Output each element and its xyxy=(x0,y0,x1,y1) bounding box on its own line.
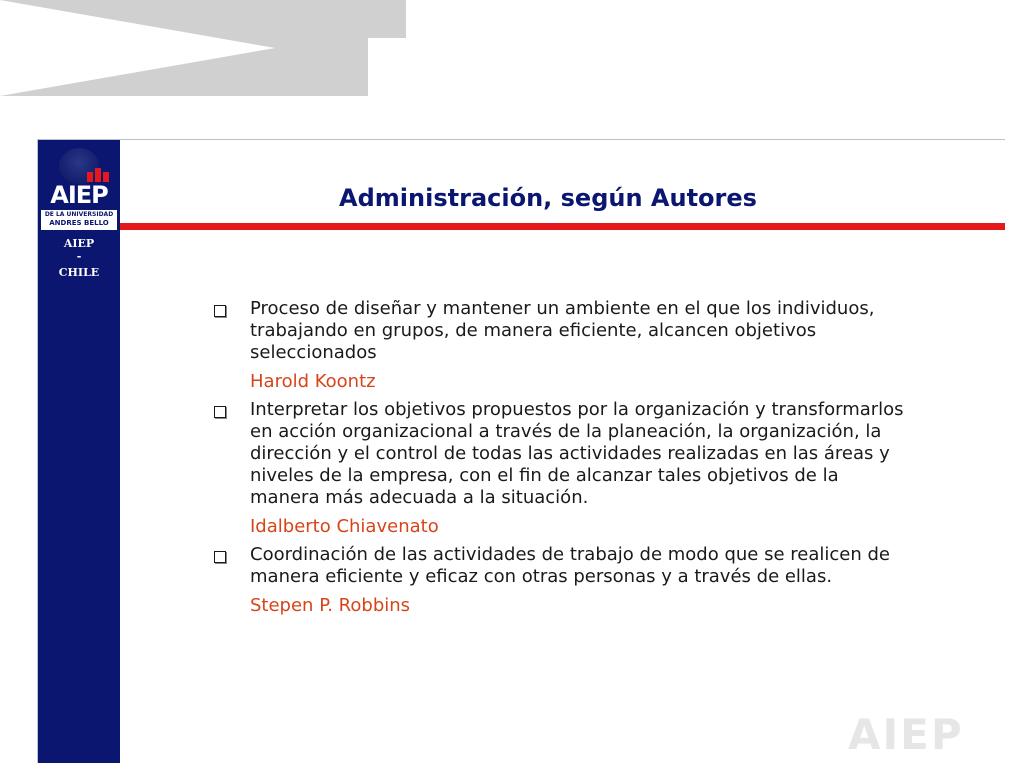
watermark-logo: AIEP xyxy=(848,710,964,759)
bullet-item xyxy=(211,399,911,538)
slide-title: Administración, según Autores xyxy=(339,184,757,212)
sidebar-label-chile: CHILE xyxy=(58,266,100,279)
definition-author: Harold Koontz xyxy=(250,371,376,392)
square-bullet-icon xyxy=(214,406,226,418)
bullet-list xyxy=(211,298,911,623)
definition-text: Coordinación de las actividades de trabajo de modo que se realicen de manera eficiente y eficaz con otras personas y a través de ellas. xyxy=(250,544,890,587)
bullet-item xyxy=(211,544,911,617)
definition-author: Idalberto Chiavenato xyxy=(250,516,439,537)
definition-author: Stepen P. Robbins xyxy=(250,595,411,616)
arrow-decoration-icon xyxy=(0,0,406,98)
logo-subline-1: DE LA UNIVERSIDAD xyxy=(44,211,114,218)
square-bullet-icon xyxy=(214,305,226,317)
sidebar-label-aiep: AIEP xyxy=(63,237,95,250)
square-bullet-icon xyxy=(214,551,226,563)
title-divider xyxy=(120,223,1005,230)
logo-word: AIEP xyxy=(50,181,108,209)
slide xyxy=(37,139,1005,763)
sidebar xyxy=(38,140,120,763)
definition-text: Interpretar los objetivos propuestos por la organización y transformarlos en acción organizacional a través de la planeación, la organización, la dirección y el control de todas las actividades realizadas en las áreas y niveles de la empresa, con el fin de alcanzar tales objetivos de la manera más adecuada a la situación. xyxy=(250,399,904,508)
definition-text: Proceso de diseñar y mantener un ambiente en el que los individuos, trabajando en grupos, de manera eficiente, alcancen objetivos seleccionados xyxy=(250,298,875,363)
bullet-item xyxy=(211,298,911,393)
logo-subline-2: ANDRES BELLO xyxy=(49,219,109,227)
logo-subtitle xyxy=(41,210,117,230)
sidebar-label-dash: - xyxy=(76,250,82,263)
logo xyxy=(41,144,117,230)
